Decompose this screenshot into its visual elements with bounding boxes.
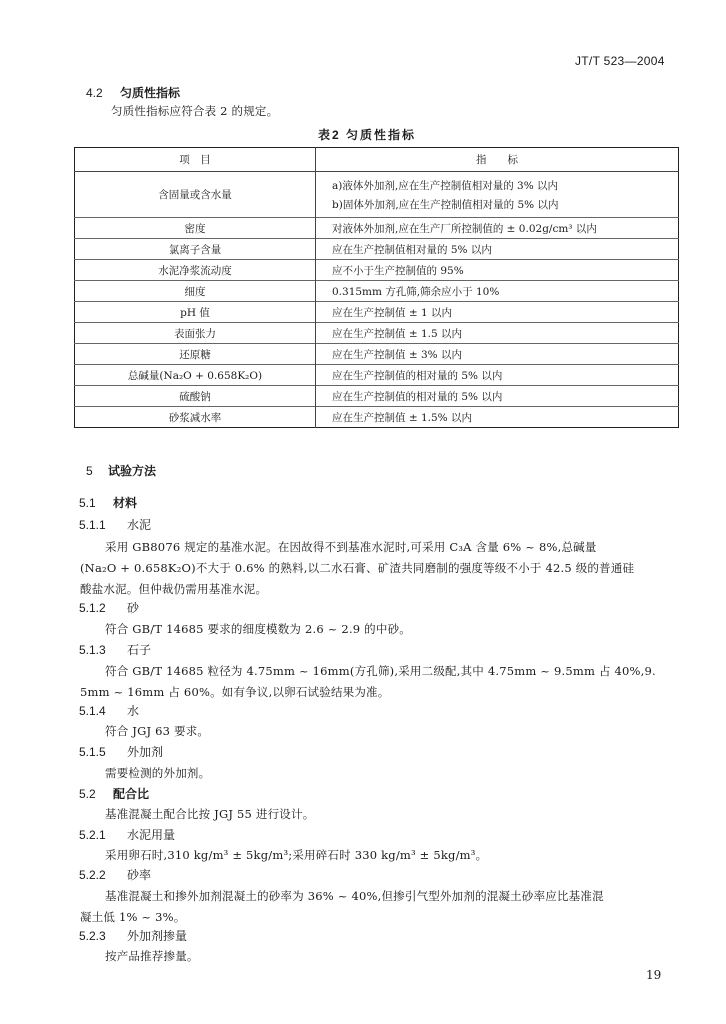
table-row xyxy=(75,344,679,365)
section-heading-5-1-2 xyxy=(79,599,139,616)
spec-line: a)液体外加剂,应在生产控制值相对量的 3% 以内 xyxy=(332,179,559,192)
table-cell-spec: 应在生产控制值的相对量的 5% 以内 xyxy=(316,365,679,386)
table-row xyxy=(75,323,679,344)
table-cell-item: 密度 xyxy=(75,218,316,239)
spec-line: b)固体外加剂,应在生产控制值相对量的 5% 以内 xyxy=(332,198,559,211)
section-number: 5 xyxy=(86,464,93,478)
table-cell-item: 还原糖 xyxy=(75,344,316,365)
table-row xyxy=(75,281,679,302)
table-cell-spec: 应在生产控制值相对量的 5% 以内 xyxy=(316,239,679,260)
section-number: 5.1.4 xyxy=(79,704,106,718)
table-cell-item: 含固量或含水量 xyxy=(75,172,316,218)
section-title: 外加剂 xyxy=(127,745,164,759)
section-number: 5.2 xyxy=(79,787,96,801)
section-heading-5-2-3 xyxy=(79,927,187,944)
section-heading-5-1-4 xyxy=(79,702,139,719)
paragraph-line: (Na₂O + 0.658K₂O)不大于 0.6% 的熟料,以二水石膏、矿渣共同磨制的强度等级不小于 42.5 级的普通硅 xyxy=(80,561,635,575)
paragraph: 符合 GB/T 14685 要求的细度模数为 2.6 ~ 2.9 的中砂。 xyxy=(105,622,411,636)
table-cell-item: 表面张力 xyxy=(75,323,316,344)
section-title: 砂率 xyxy=(127,868,152,882)
standard-code: JT/T 523—2004 xyxy=(575,54,665,68)
table-cell-spec: 应不小于生产控制值的 95% xyxy=(316,260,679,281)
section-title: 材料 xyxy=(113,496,138,510)
section-title: 水 xyxy=(127,704,140,718)
table-cell-item: 硫酸钠 xyxy=(75,386,316,407)
table-row xyxy=(75,302,679,323)
paragraph-line: 符合 GB/T 14685 粒径为 4.75mm ~ 16mm(方孔筛),采用二级配,其中 4.75mm ~ 9.5mm 占 40%,9. xyxy=(105,664,656,678)
section-title: 砂 xyxy=(127,601,140,615)
section-heading-5 xyxy=(86,462,156,479)
table-cell-item: pH 值 xyxy=(75,302,316,323)
paragraph-line: 采用 GB8076 规定的基准水泥。在因故得不到基准水泥时,可采用 C₃A 含量 6% ~ 8%,总碱量 xyxy=(105,540,597,554)
table-cell-spec: 应在生产控制值 ± 1.5 以内 xyxy=(316,323,679,344)
paragraph-line: 5mm ~ 16mm 占 60%。如有争议,以卵石试验结果为准。 xyxy=(80,685,390,699)
section-number: 4.2 xyxy=(86,86,103,100)
section-heading-4-2 xyxy=(86,84,180,101)
table-cell-item: 水泥净浆流动度 xyxy=(75,260,316,281)
paragraph: 按产品推荐掺量。 xyxy=(105,949,199,963)
table-cell-spec: 应在生产控制值 ± 1 以内 xyxy=(316,302,679,323)
table-cell-item: 总碱量(Na₂O + 0.658K₂O) xyxy=(75,365,316,386)
section-heading-5-1-1 xyxy=(79,516,151,533)
section-title: 试验方法 xyxy=(108,464,157,478)
paragraph-line: 凝土低 1% ~ 3%。 xyxy=(80,910,186,924)
section-title: 匀质性指标 xyxy=(120,86,181,100)
paragraph: 基准混凝土配合比按 JGJ 55 进行设计。 xyxy=(105,807,315,821)
section-number: 5.2.1 xyxy=(79,828,106,842)
table-row xyxy=(75,239,679,260)
paragraph-line: 酸盐水泥。但仲裁仍需用基准水泥。 xyxy=(80,582,268,596)
section-number: 5.1.5 xyxy=(79,745,106,759)
section-heading-5-2-2 xyxy=(79,866,151,883)
table-row xyxy=(75,386,679,407)
section-number: 5.1.3 xyxy=(79,643,106,657)
paragraph: 采用卵石时,310 kg/m³ ± 5kg/m³;采用碎石时 330 kg/m³ ± 5kg/m³。 xyxy=(105,848,488,862)
section-title: 水泥 xyxy=(127,518,152,532)
section-number: 5.2.2 xyxy=(79,868,106,882)
section-heading-5-2-1 xyxy=(79,826,175,843)
table-cell-spec: 应在生产控制值的相对量的 5% 以内 xyxy=(316,386,679,407)
section-title: 外加剂掺量 xyxy=(127,929,188,943)
table-cell-spec: 应在生产控制值 ± 1.5% 以内 xyxy=(316,407,679,428)
column-header-item: 项 目 xyxy=(75,148,316,172)
table-row xyxy=(75,407,679,428)
table-header-row xyxy=(75,148,679,172)
column-header-spec: 指 标 xyxy=(476,154,518,166)
section-heading-5-1-5 xyxy=(79,743,163,760)
section-title: 水泥用量 xyxy=(127,828,176,842)
table-row xyxy=(75,218,679,239)
table-cell-item: 细度 xyxy=(75,281,316,302)
table-cell-item: 砂浆减水率 xyxy=(75,407,316,428)
table-cell-spec: 应在生产控制值 ± 3% 以内 xyxy=(316,344,679,365)
paragraph-line: 基准混凝土和掺外加剂混凝土的砂率为 36% ~ 40%,但掺引气型外加剂的混凝土砂率应比基准混 xyxy=(105,889,604,903)
section-heading-5-1-3 xyxy=(79,641,151,658)
paragraph: 符合 JGJ 63 要求。 xyxy=(105,724,210,738)
table-cell-spec xyxy=(316,172,679,218)
section-heading-5-2 xyxy=(79,785,149,802)
section-title: 石子 xyxy=(127,643,152,657)
paragraph: 匀质性指标应符合表 2 的规定。 xyxy=(111,104,279,118)
page-number: 19 xyxy=(646,968,662,982)
section-title: 配合比 xyxy=(113,787,150,801)
table-caption: 表2 匀质性指标 xyxy=(318,128,417,142)
section-number: 5.1.2 xyxy=(79,601,106,615)
table-row xyxy=(75,260,679,281)
section-heading-5-1 xyxy=(79,494,137,511)
table-cell-item: 氯离子含量 xyxy=(75,239,316,260)
table-cell-spec: 对液体外加剂,应在生产厂所控制值的 ± 0.02g/cm³ 以内 xyxy=(316,218,679,239)
section-number: 5.1 xyxy=(79,496,96,510)
table-row xyxy=(75,172,679,218)
table-cell-spec: 0.315mm 方孔筛,筛余应小于 10% xyxy=(316,281,679,302)
section-number: 5.1.1 xyxy=(79,518,106,532)
table-row xyxy=(75,365,679,386)
section-number: 5.2.3 xyxy=(79,929,106,943)
table-2 xyxy=(74,147,679,428)
paragraph: 需要检测的外加剂。 xyxy=(105,766,211,780)
